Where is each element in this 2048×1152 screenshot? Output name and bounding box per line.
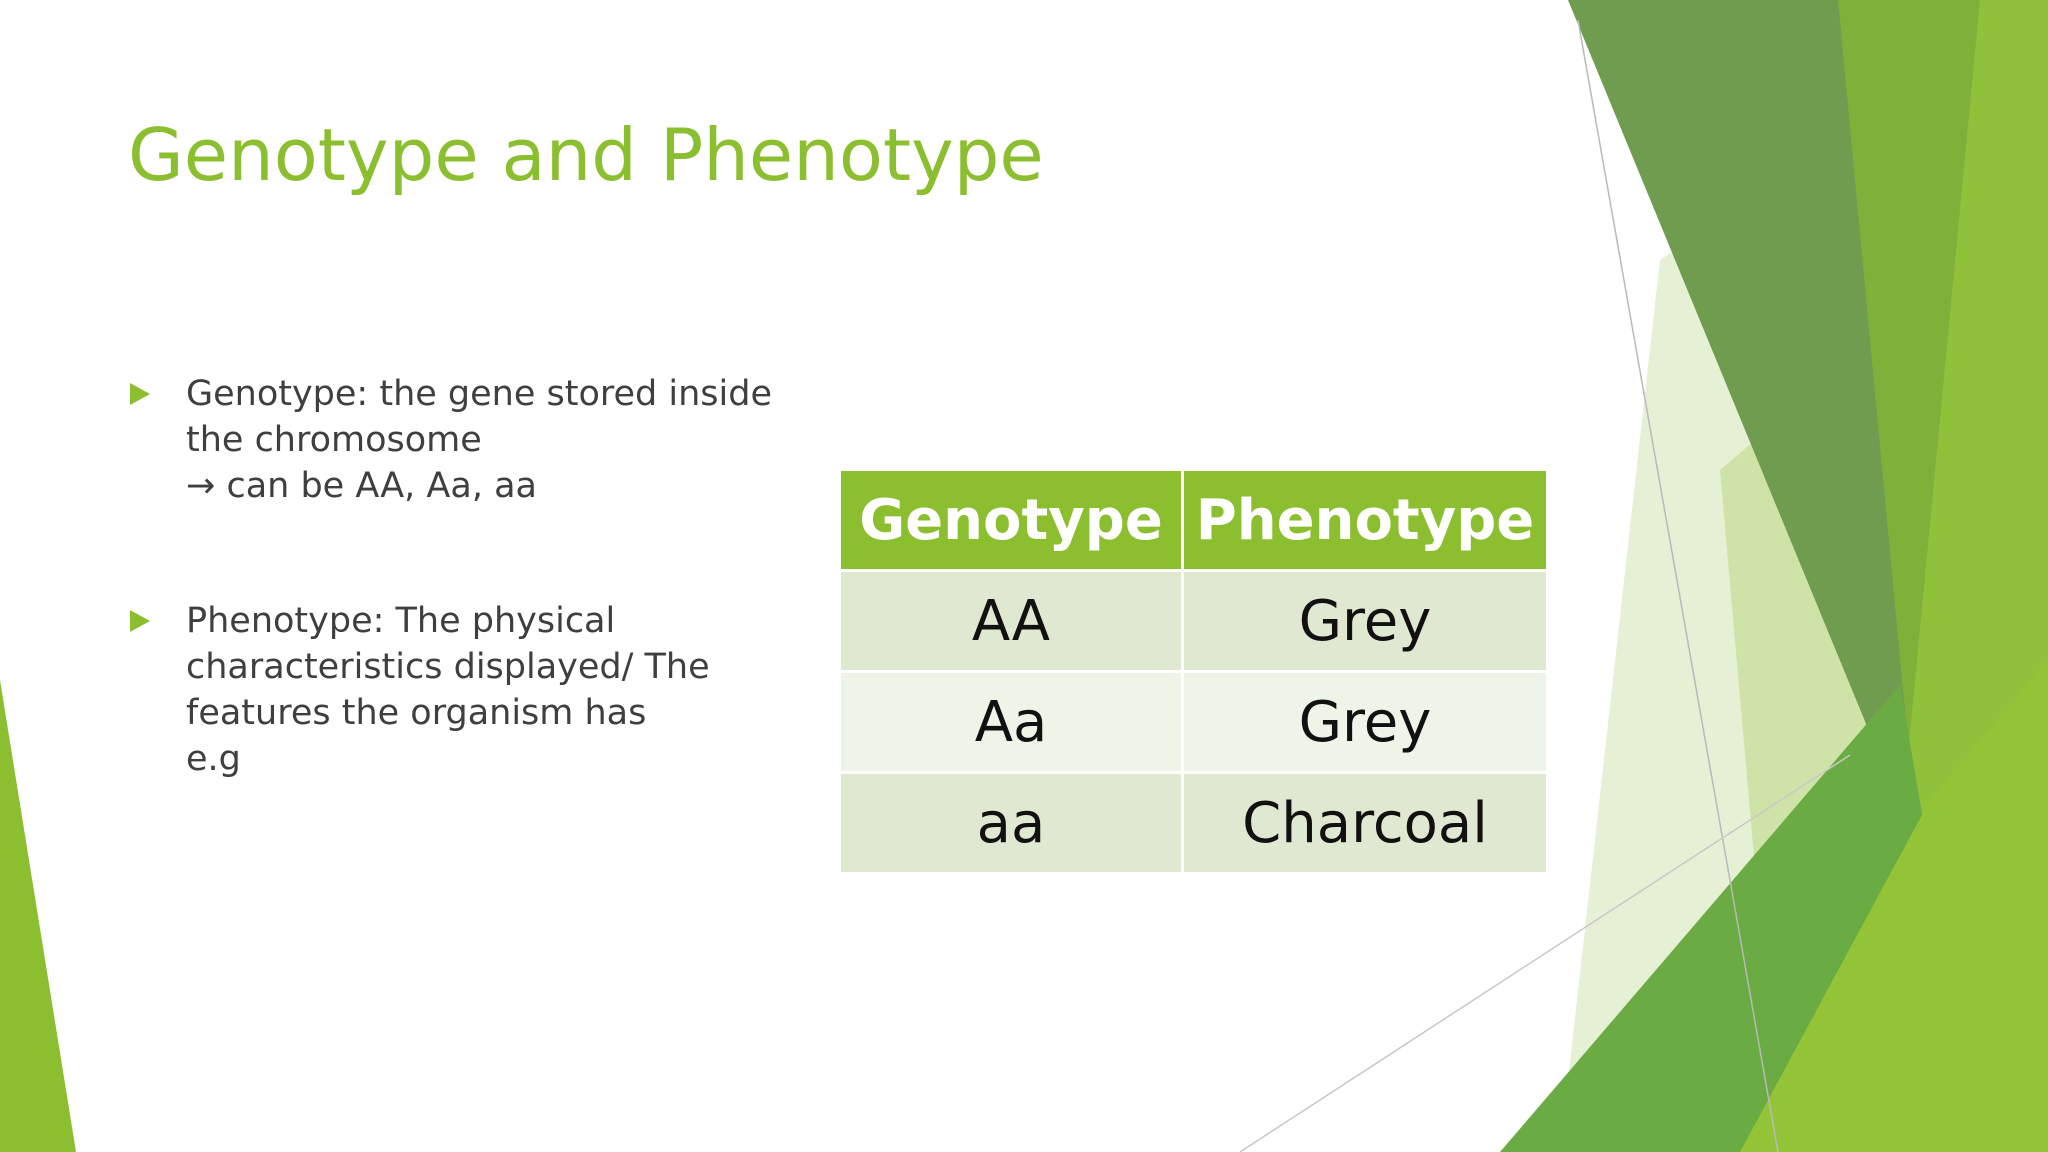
table-cell-genotype: AA bbox=[840, 571, 1183, 672]
table-header-row bbox=[840, 470, 1548, 571]
table-row bbox=[840, 773, 1548, 874]
bullet-line: e.g bbox=[186, 739, 241, 779]
triangle-bullet-icon bbox=[130, 610, 150, 632]
left-green-sliver bbox=[0, 680, 76, 1152]
table-cell-genotype: Aa bbox=[840, 672, 1183, 773]
bullet-genotype bbox=[130, 371, 770, 509]
bullet-line: characteristics displayed/ The bbox=[186, 647, 710, 687]
bullet-line: → can be AA, Aa, aa bbox=[186, 466, 537, 506]
table-cell-genotype: aa bbox=[840, 773, 1183, 874]
bullet-phenotype bbox=[130, 598, 770, 782]
table-header-phenotype: Phenotype bbox=[1183, 470, 1548, 571]
table-row bbox=[840, 571, 1548, 672]
bullet-line: Genotype: the gene stored inside bbox=[186, 374, 772, 414]
bullet-line: features the organism has bbox=[186, 693, 647, 733]
bullet-line: Phenotype: The physical bbox=[186, 601, 616, 641]
table-cell-phenotype: Grey bbox=[1183, 672, 1548, 773]
table-row bbox=[840, 672, 1548, 773]
slide-title: Genotype and Phenotype bbox=[128, 113, 1044, 197]
bullet-line: the chromosome bbox=[186, 420, 482, 460]
table-cell-phenotype: Charcoal bbox=[1183, 773, 1548, 874]
table-header-genotype: Genotype bbox=[840, 470, 1183, 571]
triangle-bullet-icon bbox=[130, 383, 150, 405]
genotype-phenotype-table bbox=[838, 468, 1549, 875]
table-cell-phenotype: Grey bbox=[1183, 571, 1548, 672]
